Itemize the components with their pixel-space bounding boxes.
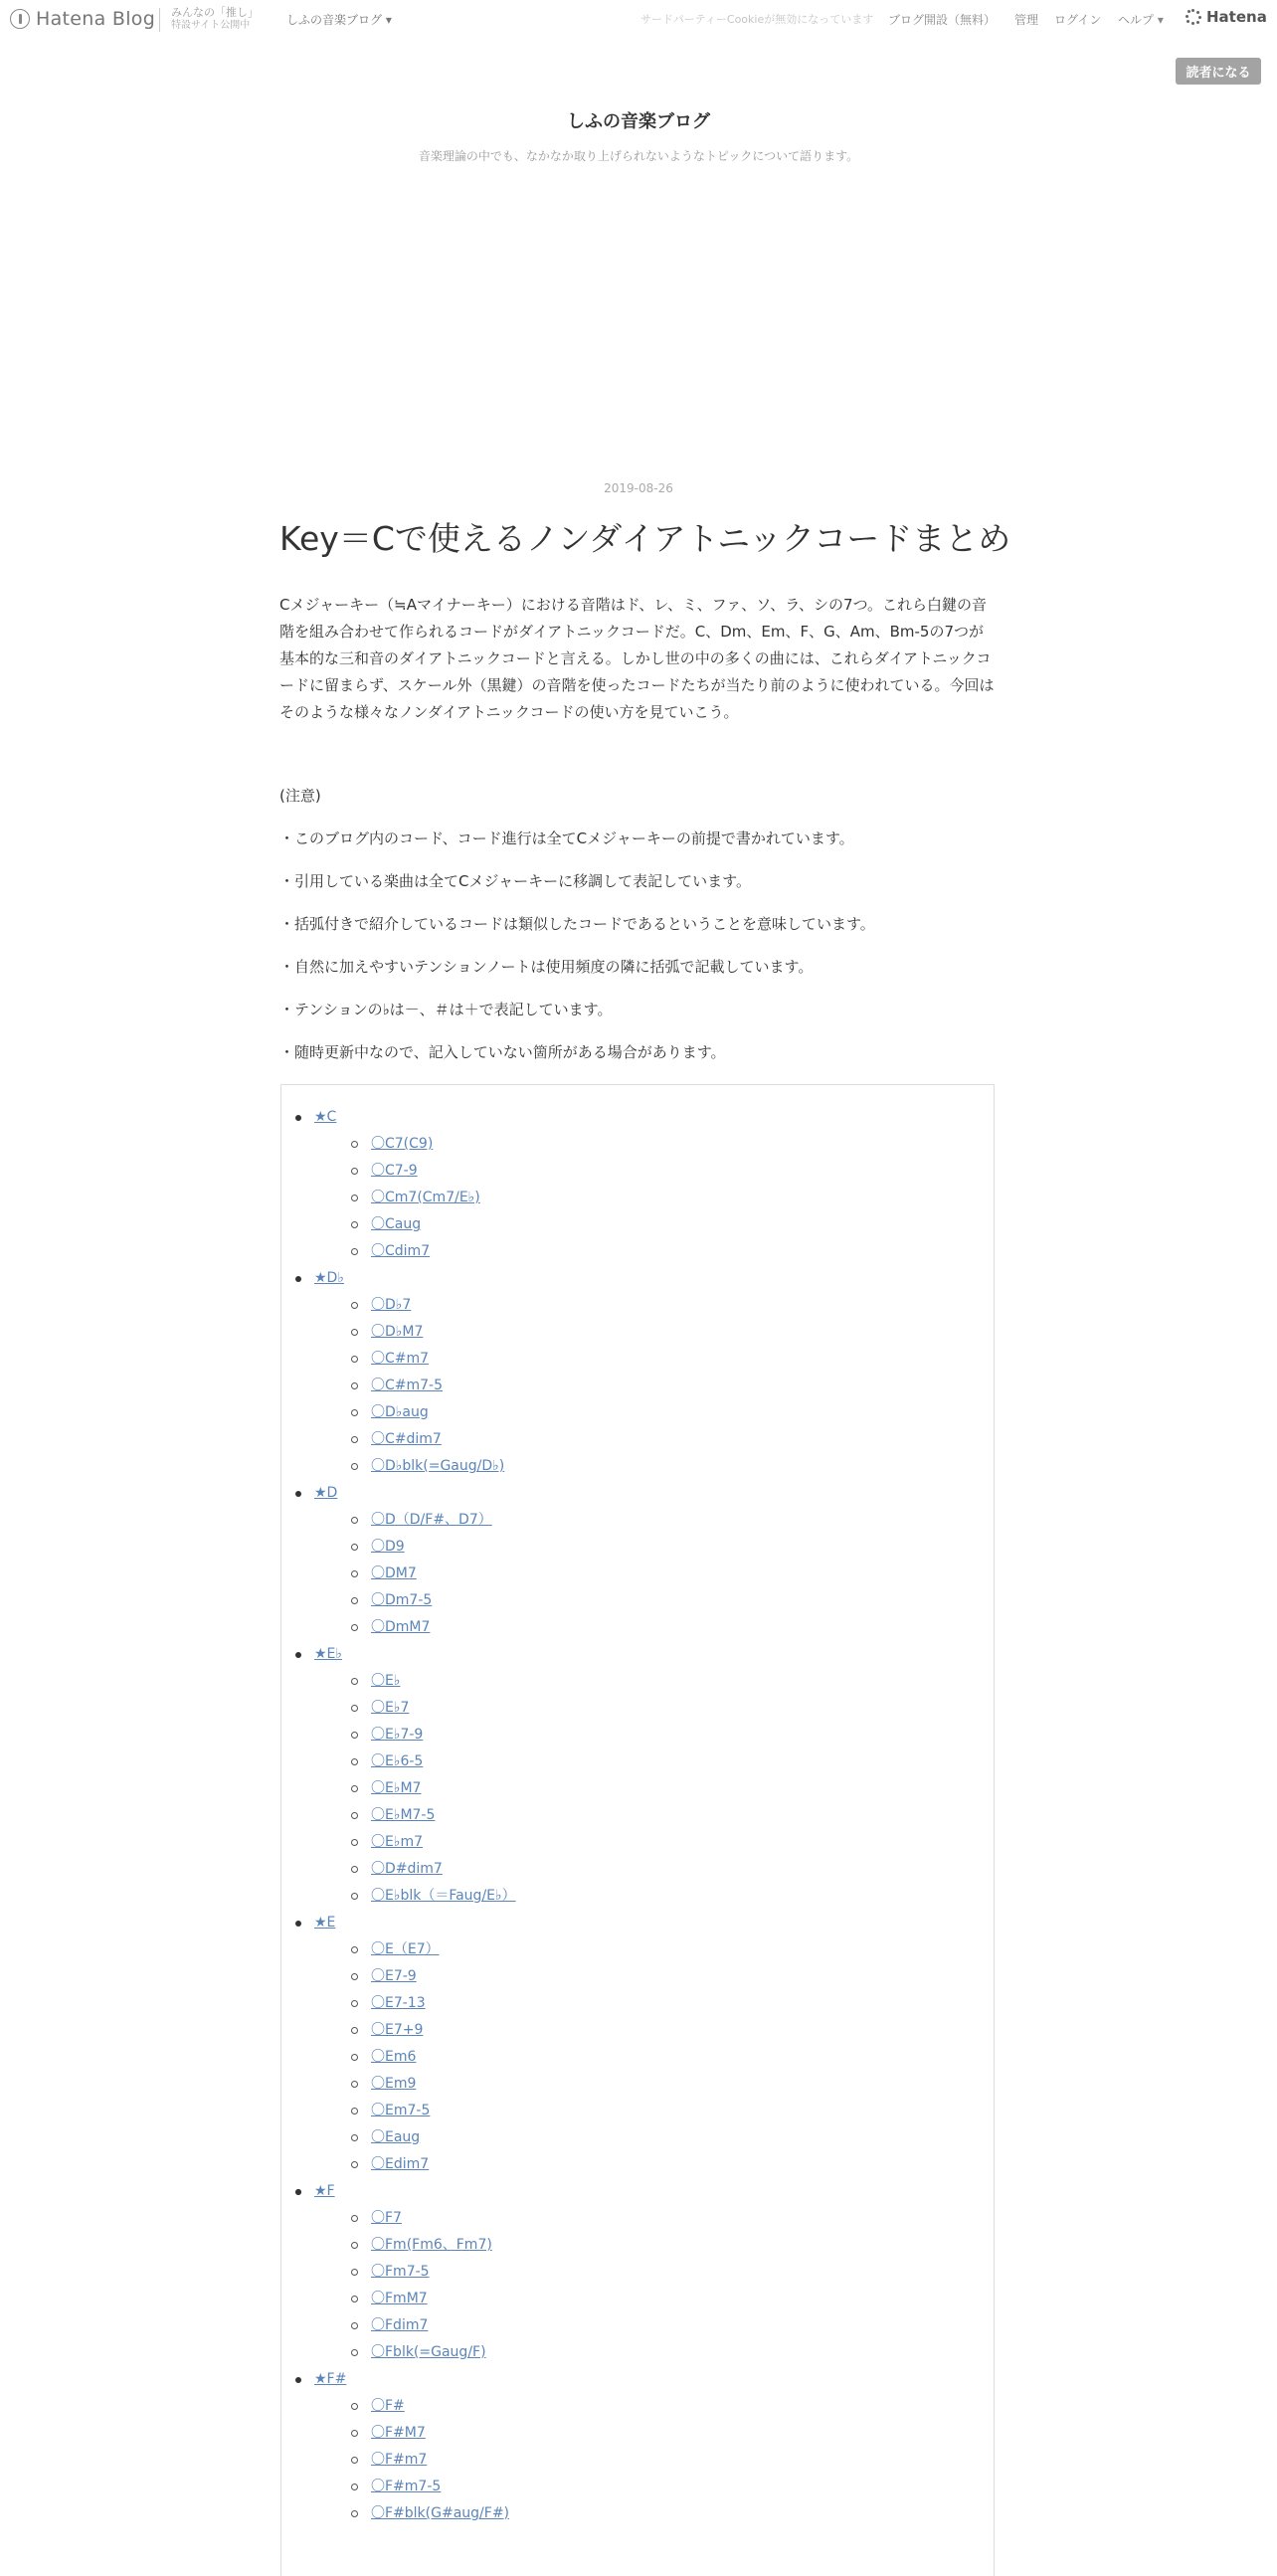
toc-subitem [314, 1185, 994, 1211]
toc-subitem [314, 1131, 994, 1158]
toc-subitem [314, 1614, 994, 1641]
entry-title[interactable]: Key＝Cで使えるノンダイアトニックコードまとめ [279, 519, 1011, 558]
toc-subitem [314, 2286, 994, 2312]
table-of-contents [280, 1084, 995, 2576]
toc-subitem [314, 1668, 994, 1695]
toc-chord-link[interactable]: 〇Caug [371, 1216, 422, 1232]
toc-chord-link[interactable]: 〇F#blk(G#aug/F#) [371, 2505, 510, 2521]
toc-chord-link[interactable]: 〇E7-13 [371, 1995, 426, 2011]
hatena-blog-icon [10, 9, 30, 29]
toc-chord-link[interactable]: 〇F7 [371, 2210, 402, 2226]
header-divider [159, 8, 160, 32]
toc-subitem [314, 1319, 994, 1346]
toc-section-item [281, 2366, 994, 2527]
toc-chord-link[interactable]: 〇E♭m7 [371, 1834, 423, 1850]
toc-chord-link[interactable]: 〇E♭6-5 [371, 1753, 424, 1769]
toc-chord-link[interactable]: 〇E♭blk（＝Faug/E♭） [371, 1888, 516, 1904]
toc-subitem [314, 2098, 994, 2124]
toc-chord-link[interactable]: 〇F# [371, 2398, 405, 2414]
toc-subitem [314, 1292, 994, 1319]
notice-block [279, 784, 998, 1083]
cookie-notice[interactable]: サードパーティーCookieが無効になっています [640, 13, 874, 26]
toc-subitem [314, 2044, 994, 2071]
toc-subitem [314, 2393, 994, 2420]
toc-list [281, 1085, 994, 2527]
notice-line: ・テンションの♭は－、＃は＋で表記しています。 [279, 1001, 613, 1018]
toc-chord-link[interactable]: 〇E♭7 [371, 1700, 410, 1716]
toc-section-link[interactable]: ★F# [314, 2371, 347, 2387]
toc-chord-link[interactable]: 〇Fdim7 [371, 2317, 429, 2333]
toc-sublist [314, 1507, 994, 1641]
toc-subitem [314, 1238, 994, 1265]
toc-subitem [314, 2259, 994, 2286]
toc-chord-link[interactable]: 〇E7-9 [371, 1968, 417, 1984]
toc-subitem [314, 1722, 994, 1748]
toc-chord-link[interactable]: 〇Cm7(Cm7/E♭) [371, 1190, 480, 1205]
toc-subitem [314, 1936, 994, 1963]
toc-subitem [314, 1883, 994, 1910]
toc-subitem [314, 1829, 994, 1856]
toc-chord-link[interactable]: 〇D♭blk(=Gaug/D♭) [371, 1458, 505, 1474]
toc-subitem [314, 1990, 994, 2017]
toc-chord-link[interactable]: 〇E♭7-9 [371, 1727, 424, 1743]
toc-chord-link[interactable]: 〇Fm7-5 [371, 2264, 430, 2280]
toc-section-item [281, 1910, 994, 2178]
toc-chord-link[interactable]: 〇D（D/F#、D7） [371, 1512, 492, 1528]
toc-chord-link[interactable]: 〇Fm(Fm6、Fm7) [371, 2237, 492, 2253]
toc-sublist [314, 1936, 994, 2178]
start-blog-link[interactable]: ブログ開設（無料） [888, 13, 997, 27]
notice-line: ・引用している楽曲は全てCメジャーキーに移調して表記しています。 [279, 872, 751, 890]
toc-chord-link[interactable]: 〇FmM7 [371, 2291, 428, 2306]
toc-subitem [314, 1211, 994, 1238]
toc-subitem [314, 2017, 994, 2044]
toc-subitem [314, 1373, 994, 1399]
notice-line: (注意) [279, 787, 321, 805]
toc-chord-link[interactable]: 〇Em7-5 [371, 2103, 431, 2118]
toc-subitem [314, 1453, 994, 1480]
hatena-blog-logo[interactable] [10, 7, 155, 31]
promo-line-2: 特設サイト公開中 [171, 20, 251, 31]
hatena-label: Hatena [1206, 8, 1267, 26]
toc-section-link[interactable]: ★E [314, 1915, 336, 1931]
toc-section-link[interactable]: ★E♭ [314, 1646, 342, 1662]
toc-subitem [314, 2474, 994, 2500]
toc-section-item [281, 2178, 994, 2366]
toc-sublist [314, 2205, 994, 2366]
toc-section-link[interactable]: ★D [314, 1485, 338, 1501]
toc-chord-link[interactable]: 〇Em9 [371, 2076, 417, 2092]
toc-section-item [281, 1265, 994, 1480]
toc-subitem [314, 2071, 994, 2098]
admin-link[interactable]: 管理 [1014, 13, 1039, 27]
toc-subitem [314, 1561, 994, 1587]
toc-sublist [314, 1668, 994, 1910]
notice-line: ・自然に加えやすいテンションノートは使用頻度の隣に括弧で記載しています。 [279, 958, 814, 976]
toc-chord-link[interactable]: 〇Edim7 [371, 2156, 430, 2172]
toc-chord-link[interactable]: 〇Dm7-5 [371, 1592, 433, 1608]
toc-chord-link[interactable]: 〇DM7 [371, 1565, 417, 1581]
toc-subitem [314, 1802, 994, 1829]
toc-chord-link[interactable]: 〇C#dim7 [371, 1431, 442, 1447]
toc-section-link[interactable]: ★C [314, 1109, 337, 1125]
entry-date[interactable]: 2019-08-26 [604, 481, 673, 495]
notice-line: ・括弧付きで紹介しているコードは類似したコードであるということを意味しています。 [279, 915, 875, 933]
hatena-global-header [0, 0, 1277, 38]
toc-chord-link[interactable]: 〇D♭aug [371, 1404, 429, 1420]
blog-description: 音楽理論の中でも、なかなか取り上げられないようなトピックについて語ります。 [418, 149, 859, 163]
hatena-blog-logo-text: Hatena Blog [36, 8, 156, 30]
toc-sublist [314, 2393, 994, 2527]
toc-sublist [314, 1131, 994, 1265]
toc-subitem [314, 1158, 994, 1185]
toc-section-link[interactable]: ★D♭ [314, 1270, 344, 1286]
toc-chord-link[interactable]: 〇Eaug [371, 2129, 421, 2145]
toc-subitem [314, 2500, 994, 2527]
toc-chord-link[interactable]: 〇D#dim7 [371, 1861, 443, 1877]
toc-subitem [314, 2151, 994, 2178]
promo-line-1: みんなの「推し」 [171, 6, 259, 19]
toc-chord-link[interactable]: 〇F#m7 [371, 2452, 428, 2468]
toc-chord-link[interactable]: 〇Cdim7 [371, 1243, 431, 1259]
toc-subitem [314, 2205, 994, 2232]
toc-chord-link[interactable]: 〇E♭ [371, 1673, 401, 1689]
toc-chord-link[interactable]: 〇DmM7 [371, 1619, 431, 1635]
toc-subitem [314, 1775, 994, 1802]
toc-chord-link[interactable]: 〇E7+9 [371, 2022, 424, 2038]
toc-chord-link[interactable]: 〇Fblk(=Gaug/F) [371, 2344, 486, 2360]
toc-subitem [314, 2420, 994, 2447]
toc-chord-link[interactable]: 〇C#m7-5 [371, 1378, 444, 1393]
toc-subitem [314, 1534, 994, 1561]
toc-section-item [281, 1480, 994, 1641]
help-menu[interactable]: ヘルプ ▾ [1118, 13, 1164, 27]
toc-subitem [314, 1587, 994, 1614]
hatena-dots-icon [1186, 9, 1201, 25]
toc-subitem [314, 2232, 994, 2259]
toc-section-item [281, 1641, 994, 1910]
toc-chord-link[interactable]: 〇D9 [371, 1539, 405, 1555]
toc-chord-link[interactable]: 〇Em6 [371, 2049, 417, 2065]
toc-sublist [314, 1292, 994, 1480]
toc-chord-link[interactable]: 〇C7(C9) [371, 1136, 434, 1152]
hatena-menu[interactable] [1186, 8, 1267, 26]
toc-subitem [314, 2124, 994, 2151]
notice-line: ・このブログ内のコード、コード進行は全てCメジャーキーの前提で書かれています。 [279, 829, 854, 847]
notice-line: ・随時更新中なので、記入していない箇所がある場合があります。 [279, 1043, 726, 1061]
blog-menu-dropdown[interactable]: しふの音楽ブログ ▾ [286, 13, 392, 27]
entry-intro: Cメジャーキー（≒Aマイナーキー）における音階はド、レ、ミ、ファ、ソ、ラ、シの7つ。これら白鍵の音階を組み合わせて作られるコードがダイアトニックコードだ。C、Dm、Em、F、G、Am、Bm-5の7つが基本的な三和音のダイアトニックコードと言える。しかし世の中の多くの曲には、これらダイアトニックコードに留まらず、スケール外（黒鍵）の音階を使ったコードたちが当たり前のように使われている。今回はそのような様々なノンダイアトニックコードの使い方を見ていこう。 [279, 596, 995, 721]
toc-subitem [314, 1426, 994, 1453]
toc-chord-link[interactable]: 〇F#M7 [371, 2425, 426, 2441]
toc-chord-link[interactable]: 〇E♭M7 [371, 1780, 422, 1796]
toc-subitem [314, 1963, 994, 1990]
toc-subitem [314, 2339, 994, 2366]
toc-chord-link[interactable]: 〇C#m7 [371, 1351, 430, 1367]
toc-subitem [314, 1346, 994, 1373]
toc-section-link[interactable]: ★F [314, 2183, 335, 2199]
login-link[interactable]: ログイン [1054, 13, 1102, 27]
toc-subitem [314, 2447, 994, 2474]
toc-subitem [314, 1748, 994, 1775]
toc-chord-link[interactable]: 〇D♭M7 [371, 1324, 424, 1340]
toc-subitem [314, 2312, 994, 2339]
promo-link[interactable] [171, 6, 259, 32]
blog-title[interactable]: しふの音楽ブログ [567, 111, 710, 132]
toc-subitem [314, 1856, 994, 1883]
toc-chord-link[interactable]: 〇E♭M7-5 [371, 1807, 436, 1823]
toc-chord-link[interactable]: 〇C7-9 [371, 1163, 418, 1179]
toc-chord-link[interactable]: 〇F#m7-5 [371, 2479, 442, 2494]
toc-subitem [314, 1507, 994, 1534]
toc-subitem [314, 1399, 994, 1426]
toc-subitem [314, 1695, 994, 1722]
toc-chord-link[interactable]: 〇E（E7） [371, 1941, 440, 1957]
toc-section-item [281, 1104, 994, 1265]
subscribe-button[interactable]: 読者になる [1176, 58, 1261, 85]
toc-chord-link[interactable]: 〇D♭7 [371, 1297, 412, 1313]
